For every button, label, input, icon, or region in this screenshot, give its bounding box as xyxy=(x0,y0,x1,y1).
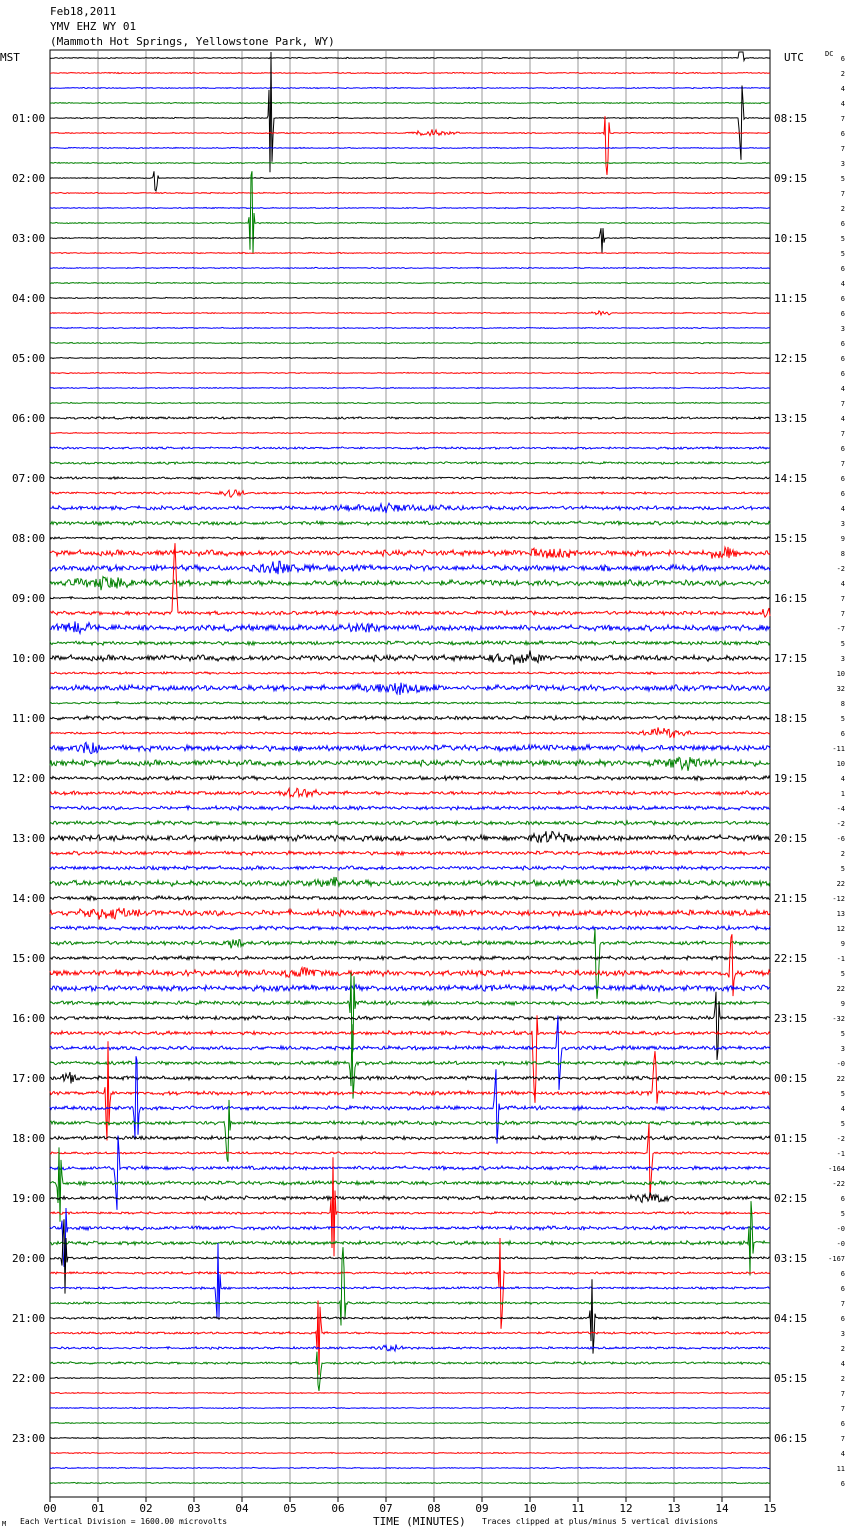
dc-offset-label: 5 xyxy=(840,640,845,648)
dc-offset-label: 4 xyxy=(840,100,845,108)
left-hour-label: 15:00 xyxy=(12,952,46,965)
header-station: YMV EHZ WY 01 xyxy=(50,20,137,33)
x-tick-label: 04 xyxy=(235,1502,249,1515)
dc-offset-label: 22 xyxy=(836,1075,845,1083)
x-tick-label: 09 xyxy=(475,1502,489,1515)
right-hour-label: 19:15 xyxy=(774,772,808,785)
dc-offset-label: 2 xyxy=(840,1375,845,1383)
dc-offset-label: 4 xyxy=(840,775,845,783)
dc-offset-label: 9 xyxy=(840,1000,845,1008)
left-hour-label: 03:00 xyxy=(12,232,46,245)
dc-offset-label: 6 xyxy=(840,370,845,378)
x-tick-label: 07 xyxy=(379,1502,393,1515)
dc-offset-label: 7 xyxy=(840,1405,845,1413)
corner-mark: M xyxy=(2,1520,7,1528)
dc-offset-label: 4 xyxy=(840,580,845,588)
left-hour-label: 22:00 xyxy=(12,1372,46,1385)
left-hour-label: 18:00 xyxy=(12,1132,46,1145)
right-hour-label: 00:15 xyxy=(774,1072,808,1085)
dc-offset-label: 10 xyxy=(836,670,845,678)
left-axis-label: MST xyxy=(0,51,20,64)
right-hour-label: 09:15 xyxy=(774,172,808,185)
dc-offset-label: -0 xyxy=(836,1060,845,1068)
clip-note: Traces clipped at plus/minus 5 vertical divisions xyxy=(482,1517,719,1526)
dc-offset-label: -2 xyxy=(836,1135,845,1143)
dc-offset-label: -2 xyxy=(836,820,845,828)
dc-offset-label: 6 xyxy=(840,310,845,318)
x-tick-label: 06 xyxy=(331,1502,345,1515)
dc-offset-label: -11 xyxy=(832,745,845,753)
dc-offset-label: 2 xyxy=(840,205,845,213)
dc-offset-label: 7 xyxy=(840,460,845,468)
dc-offset-label: 5 xyxy=(840,1030,845,1038)
left-hour-label: 23:00 xyxy=(12,1432,46,1445)
dc-offset-label: 6 xyxy=(840,1315,845,1323)
right-hour-label: 23:15 xyxy=(774,1012,808,1025)
dc-offset-label: -12 xyxy=(832,895,845,903)
x-tick-label: 14 xyxy=(715,1502,729,1515)
left-hour-label: 11:00 xyxy=(12,712,46,725)
left-hour-label: 19:00 xyxy=(12,1192,46,1205)
right-hour-label: 08:15 xyxy=(774,112,808,125)
dc-offset-label: 6 xyxy=(840,295,845,303)
left-hour-label: 01:00 xyxy=(12,112,46,125)
dc-offset-label: 6 xyxy=(840,1285,845,1293)
left-hour-label: 16:00 xyxy=(12,1012,46,1025)
dc-offset-label: 6 xyxy=(840,475,845,483)
header-date: Feb18,2011 xyxy=(50,5,117,18)
dc-offset-label: 5 xyxy=(840,1120,845,1128)
dc-offset-label: 9 xyxy=(840,535,845,543)
dc-offset-label: 11 xyxy=(836,1465,845,1473)
right-hour-label: 01:15 xyxy=(774,1132,808,1145)
left-hour-label: 13:00 xyxy=(12,832,46,845)
dc-offset-label: 3 xyxy=(840,1045,845,1053)
left-hour-label: 08:00 xyxy=(12,532,46,545)
dc-offset-label: 22 xyxy=(836,880,845,888)
dc-offset-label: 8 xyxy=(840,550,845,558)
dc-offset-label: 5 xyxy=(840,1210,845,1218)
right-hour-label: 14:15 xyxy=(774,472,808,485)
header-location: (Mammoth Hot Springs, Yellowstone Park, WY) xyxy=(50,35,335,48)
left-hour-label: 14:00 xyxy=(12,892,46,905)
dc-offset-label: -1 xyxy=(836,955,845,963)
dc-offset-label: 2 xyxy=(840,850,845,858)
dc-offset-label: 3 xyxy=(840,325,845,333)
dc-offset-label: 6 xyxy=(840,1420,845,1428)
dc-offset-label: 10 xyxy=(836,760,845,768)
dc-offset-label: -1 xyxy=(836,1150,845,1158)
right-hour-label: 05:15 xyxy=(774,1372,808,1385)
right-hour-label: 17:15 xyxy=(774,652,808,665)
dc-offset-label: 6 xyxy=(840,220,845,228)
x-axis-label: TIME (MINUTES) xyxy=(373,1515,466,1528)
dc-offset-label: 3 xyxy=(840,655,845,663)
right-hour-label: 13:15 xyxy=(774,412,808,425)
dc-offset-label: 8 xyxy=(840,700,845,708)
dc-offset-label: 7 xyxy=(840,400,845,408)
left-hour-label: 04:00 xyxy=(12,292,46,305)
left-hour-label: 12:00 xyxy=(12,772,46,785)
x-tick-label: 11 xyxy=(571,1502,585,1515)
dc-offset-label: 6 xyxy=(840,1480,845,1488)
dc-offset-label: 12 xyxy=(836,925,845,933)
dc-offset-label: -0 xyxy=(836,1240,845,1248)
dc-offset-label: 6 xyxy=(840,445,845,453)
dc-offset-label: 5 xyxy=(840,1090,845,1098)
left-hour-label: 10:00 xyxy=(12,652,46,665)
dc-offset-label: 5 xyxy=(840,175,845,183)
x-tick-label: 15 xyxy=(763,1502,777,1515)
dc-offset-label: 6 xyxy=(840,1195,845,1203)
dc-offset-label: 3 xyxy=(840,520,845,528)
x-tick-label: 02 xyxy=(139,1502,153,1515)
dc-offset-label: 7 xyxy=(840,115,845,123)
right-hour-label: 12:15 xyxy=(774,352,808,365)
dc-offset-label: 32 xyxy=(836,685,845,693)
right-hour-label: 10:15 xyxy=(774,232,808,245)
dc-offset-label: 4 xyxy=(840,1105,845,1113)
dc-offset-label: 13 xyxy=(836,910,845,918)
right-hour-label: 11:15 xyxy=(774,292,808,305)
dc-offset-label: 5 xyxy=(840,715,845,723)
scale-note: Each Vertical Division = 1600.00 microvolts xyxy=(20,1517,228,1526)
dc-offset-label: 4 xyxy=(840,85,845,93)
x-tick-label: 12 xyxy=(619,1502,633,1515)
right-hour-label: 22:15 xyxy=(774,952,808,965)
right-hour-label: 15:15 xyxy=(774,532,808,545)
dc-offset-label: 5 xyxy=(840,865,845,873)
left-hour-label: 07:00 xyxy=(12,472,46,485)
right-hour-label: 21:15 xyxy=(774,892,808,905)
dc-offset-label: 6 xyxy=(840,490,845,498)
x-tick-label: 01 xyxy=(91,1502,105,1515)
left-hour-label: 21:00 xyxy=(12,1312,46,1325)
dc-offset-label: 7 xyxy=(840,1435,845,1443)
dc-offset-label: 5 xyxy=(840,235,845,243)
left-hour-label: 09:00 xyxy=(12,592,46,605)
x-tick-label: 03 xyxy=(187,1502,201,1515)
dc-offset-label: 4 xyxy=(840,385,845,393)
dc-offset-label: 2 xyxy=(840,70,845,78)
dc-offset-label: 4 xyxy=(840,1360,845,1368)
dc-offset-label: 3 xyxy=(840,1330,845,1338)
x-tick-label: 00 xyxy=(43,1502,57,1515)
right-hour-label: 04:15 xyxy=(774,1312,808,1325)
left-hour-label: 02:00 xyxy=(12,172,46,185)
dc-offset-label: 7 xyxy=(840,595,845,603)
dc-offset-label: -6 xyxy=(836,835,845,843)
right-hour-label: 20:15 xyxy=(774,832,808,845)
right-hour-label: 02:15 xyxy=(774,1192,808,1205)
dc-offset-label: 9 xyxy=(840,940,845,948)
x-tick-label: 05 xyxy=(283,1502,297,1515)
dc-offset-label: -7 xyxy=(836,625,845,633)
dc-offset-label: 6 xyxy=(840,340,845,348)
dc-offset-label: -32 xyxy=(832,1015,845,1023)
dc-offset-label: -167 xyxy=(828,1255,845,1263)
left-hour-label: 17:00 xyxy=(12,1072,46,1085)
dc-offset-label: 7 xyxy=(840,1300,845,1308)
dc-offset-label: -2 xyxy=(836,565,845,573)
dc-offset-label: 4 xyxy=(840,1450,845,1458)
dc-offset-label: 6 xyxy=(840,1270,845,1278)
dc-offset-label: 4 xyxy=(840,280,845,288)
left-hour-label: 20:00 xyxy=(12,1252,46,1265)
dc-offset-label: -0 xyxy=(836,1225,845,1233)
right-hour-label: 16:15 xyxy=(774,592,808,605)
dc-offset-label: 2 xyxy=(840,1345,845,1353)
right-hour-label: 06:15 xyxy=(774,1432,808,1445)
dc-offset-label: 7 xyxy=(840,610,845,618)
dc-offset-label: 7 xyxy=(840,145,845,153)
right-axis-label: UTC xyxy=(784,51,804,64)
right-hour-label: 03:15 xyxy=(774,1252,808,1265)
x-tick-label: 10 xyxy=(523,1502,537,1515)
dc-offset-label: 1 xyxy=(840,790,845,798)
dc-offset-label: 4 xyxy=(840,415,845,423)
dc-offset-label: -22 xyxy=(832,1180,845,1188)
dc-offset-label: 6 xyxy=(840,355,845,363)
dc-offset-label: 4 xyxy=(840,505,845,513)
dc-offset-label: 6 xyxy=(840,55,845,63)
dc-offset-label: 7 xyxy=(840,430,845,438)
x-tick-label: 08 xyxy=(427,1502,441,1515)
left-hour-label: 06:00 xyxy=(12,412,46,425)
dc-offset-label: 7 xyxy=(840,190,845,198)
dc-offset-label: 3 xyxy=(840,160,845,168)
dc-offset-label: 6 xyxy=(840,730,845,738)
dc-offset-label: -164 xyxy=(828,1165,845,1173)
right-hour-label: 18:15 xyxy=(774,712,808,725)
dc-offset-label: -4 xyxy=(836,805,845,813)
dc-offset-label: 22 xyxy=(836,985,845,993)
x-tick-label: 13 xyxy=(667,1502,681,1515)
dc-offset-label: 5 xyxy=(840,970,845,978)
dc-offset-label: 6 xyxy=(840,130,845,138)
dc-label: DC xyxy=(825,50,834,58)
dc-offset-label: 7 xyxy=(840,1390,845,1398)
dc-offset-label: 6 xyxy=(840,265,845,273)
dc-offset-label: 5 xyxy=(840,250,845,258)
left-hour-label: 05:00 xyxy=(12,352,46,365)
